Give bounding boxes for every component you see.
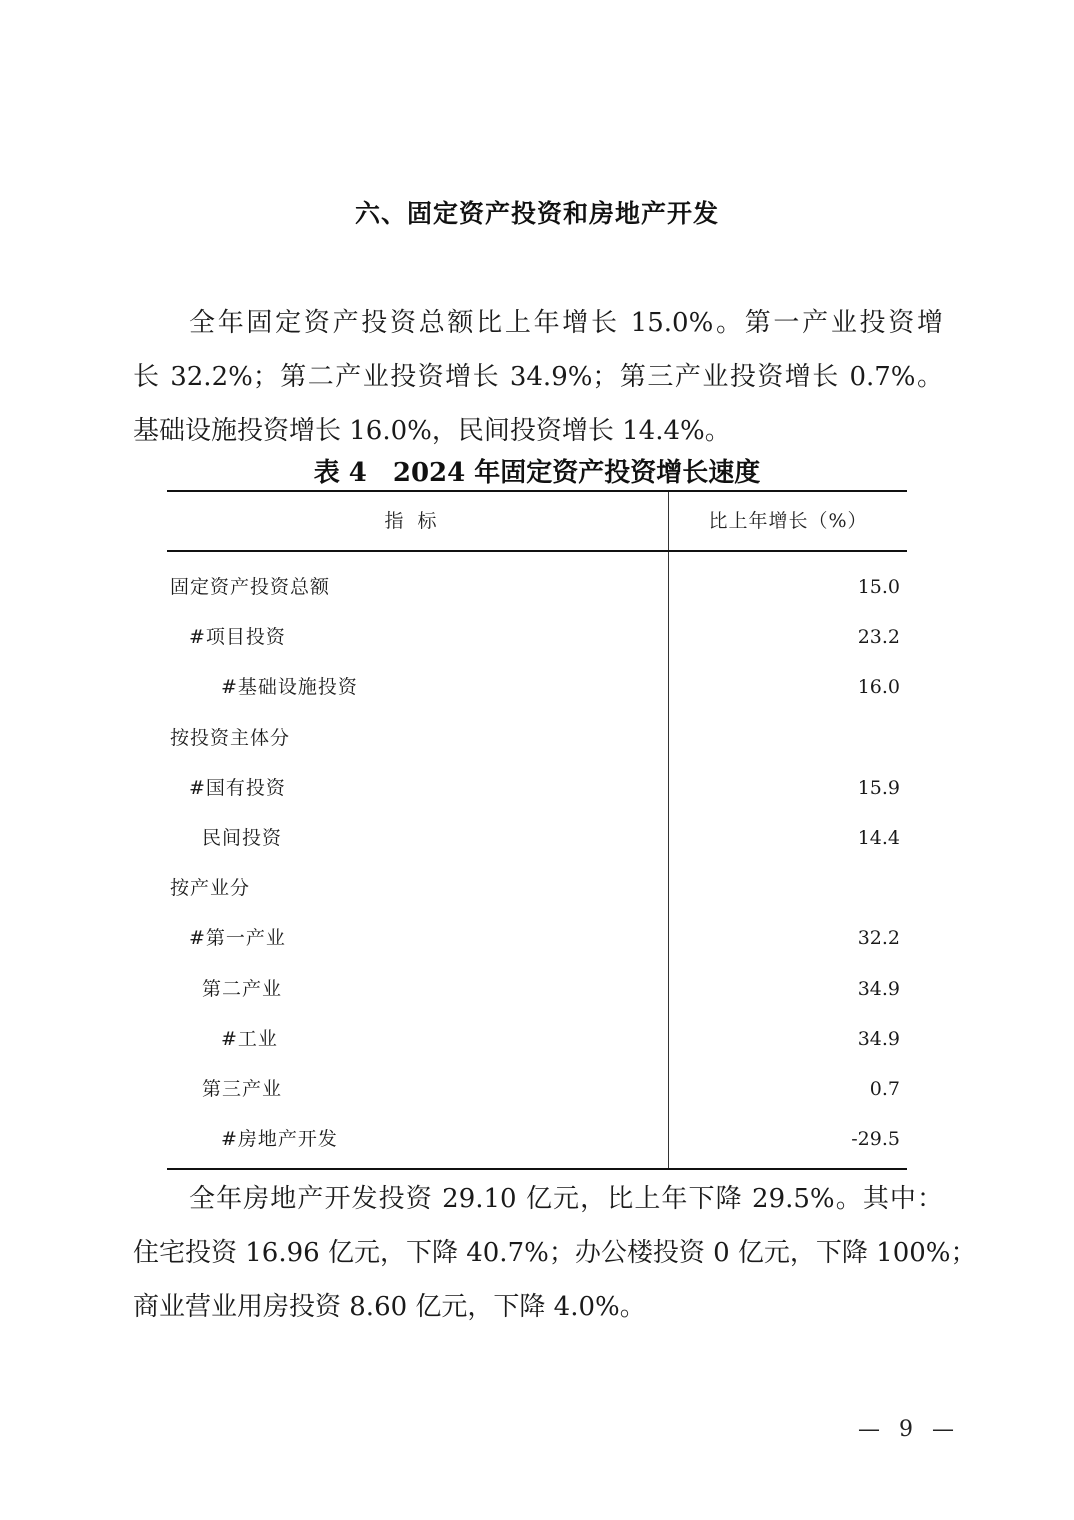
table-row-label: #第一产业 — [189, 927, 286, 950]
paragraph-line: 全年固定资产投资总额比上年增长 15.0%。第一产业投资增 — [189, 308, 943, 338]
paragraph-line: 住宅投资 16.96 亿元，下降 40.7%；办公楼投资 0 亿元，下降 100%； — [133, 1238, 977, 1268]
table-row-value: 34.9 — [857, 977, 900, 1000]
paragraph-line: 商业营业用房投资 8.60 亿元，下降 4.0%。 — [133, 1292, 646, 1322]
indicator-column — [167, 552, 669, 1168]
table-body — [167, 552, 907, 1168]
table-row-label: #国有投资 — [189, 776, 286, 799]
table-row-value: 15.0 — [857, 576, 900, 598]
table-row-value: 34.9 — [857, 1027, 900, 1050]
paragraph-line: 长 32.2%；第二产业投资增长 34.9%；第三产业投资增长 0.7%。 — [133, 362, 943, 392]
table-row-value: -29.5 — [851, 1128, 900, 1151]
table-row-value: 0.7 — [869, 1077, 900, 1100]
table-row-value — [669, 713, 907, 763]
table-header — [167, 492, 907, 552]
investment-paragraph — [133, 296, 943, 458]
header-indicator: 指标 — [167, 492, 669, 550]
table-row-label: 第二产业 — [202, 977, 283, 1000]
table-row-value: 16.0 — [857, 676, 900, 699]
growth-column — [669, 552, 907, 1168]
table-row-value: 23.2 — [857, 626, 900, 649]
table-row-label: #项目投资 — [189, 626, 286, 649]
table-row-value: 32.2 — [857, 927, 900, 950]
table-row-label: 固定资产投资总额 — [170, 576, 331, 598]
table-number: 表 4 — [313, 458, 367, 488]
section-heading: 六、固定资产投资和房地产开发 — [354, 199, 719, 228]
table-row-value: 15.9 — [857, 776, 900, 799]
paragraph-line: 全年房地产开发投资 29.10 亿元，比上年下降 29.5%。其中： — [189, 1184, 943, 1214]
table-row-label: 民间投资 — [202, 826, 283, 849]
table-row-label: #工业 — [221, 1027, 278, 1050]
table-title — [0, 452, 1074, 489]
table-row-label: 第三产业 — [202, 1077, 283, 1100]
table-title-text: 2024 年固定资产投资增长速度 — [392, 458, 761, 488]
real-estate-paragraph — [133, 1172, 977, 1334]
table-row-label: #房地产开发 — [221, 1128, 338, 1151]
table-row-value: 14.4 — [857, 826, 900, 849]
page-number: — 9 — — [858, 1417, 960, 1442]
table-row-value — [669, 863, 907, 913]
table-row-label: 按产业分 — [170, 877, 251, 900]
table-row-label: 按投资主体分 — [170, 726, 291, 749]
investment-growth-table — [167, 490, 907, 1170]
paragraph-line: 基础设施投资增长 16.0%，民间投资增长 14.4%。 — [133, 416, 731, 446]
header-growth: 比上年增长（%） — [708, 510, 868, 532]
table-row-label: #基础设施投资 — [221, 676, 358, 699]
